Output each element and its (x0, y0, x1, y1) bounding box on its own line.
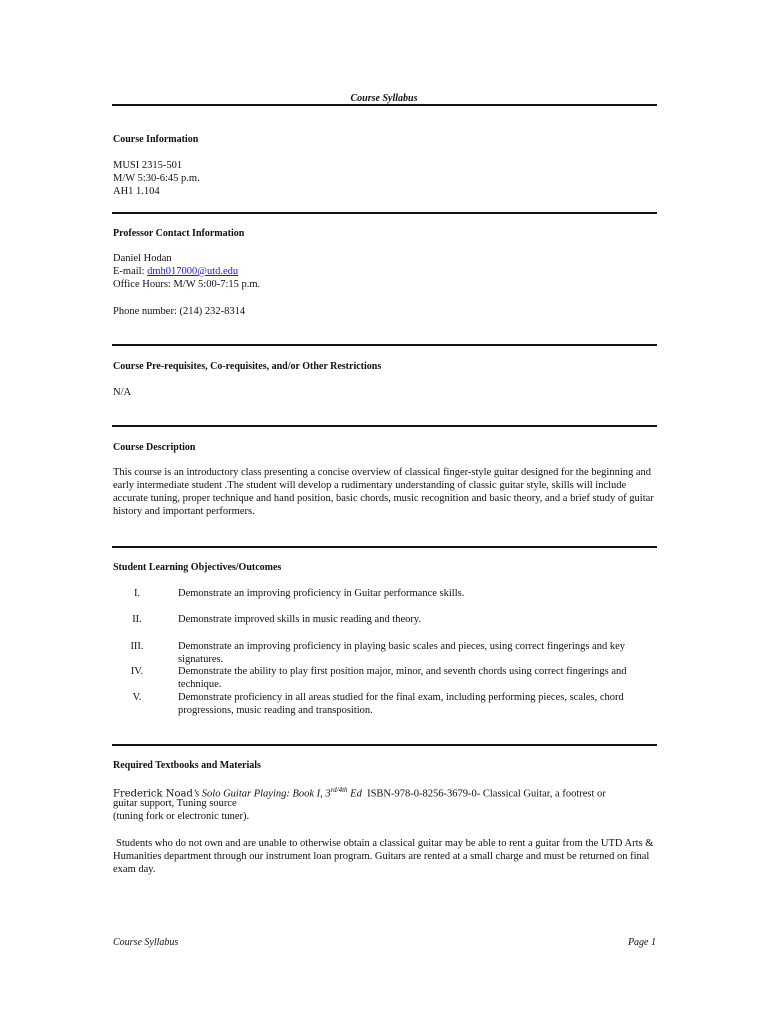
textbook-author: Frederick Noad (113, 788, 193, 800)
footer-title: Course Syllabus (113, 937, 179, 948)
textbook-line-2: guitar support, Tuning source (113, 798, 237, 809)
textbook-edition: Ed (347, 788, 362, 800)
course-number: MUSI 2315-501 (113, 160, 183, 171)
course-time: M/W 5:30-6:45 p.m. (113, 173, 200, 184)
objective-number: II. (132, 614, 142, 625)
objective-number: III. (130, 641, 144, 652)
email-link[interactable]: dmh017000@utd.edu (147, 266, 239, 277)
phone-number: Phone number: (214) 232-8314 (113, 306, 246, 317)
objective-text: Demonstrate the ability to play first position major, minor, and seventh chords using correct fingerings and technique. (178, 666, 627, 690)
course-info-heading: Course Information (113, 134, 199, 145)
course-room: AH1 1.104 (113, 186, 160, 197)
objective-text: Demonstrate proficiency in all areas studied for the final exam, including performing pieces, scales, chord progressions, music reading and transposition. (178, 692, 624, 716)
textbooks-heading: Required Textbooks and Materials (113, 760, 261, 771)
objective-text: Demonstrate an improving proficiency in playing basic scales and pieces, using correct fingerings and key signatures. (178, 641, 625, 665)
professor-name: Daniel Hodan (113, 253, 172, 264)
objective-number: V. (132, 692, 142, 703)
professor-heading: Professor Contact Information (113, 228, 245, 239)
prereq-heading: Course Pre-requisites, Co-requisites, and/or Other Restrictions (113, 361, 382, 372)
divider (112, 212, 657, 214)
textbook-isbn: ISBN-978-0-8256-3679-0- Classical Guitar, a footrest or (367, 788, 606, 800)
objective-text: Demonstrate improved skills in music reading and theory. (178, 614, 422, 625)
page-number: Page 1 (627, 937, 656, 948)
divider (112, 546, 657, 548)
email-label: E-mail: (113, 266, 148, 277)
objective-number: I. (133, 588, 141, 599)
textbook-line-3: (tuning fork or electronic tuner). (113, 811, 250, 822)
description-text: This course is an introductory class presenting a concise overview of classical finger-style guitar designed for the beginning and early intermediate student .The student will develop a rudimentary understanding of classic guitar style, skills will include accurate tuning, proper technique and hand position, basic chords, music recognition and basic theory, and a brief study of guitar history and important performers. (113, 467, 654, 517)
divider (112, 344, 657, 346)
objectives-heading: Student Learning Objectives/Outcomes (113, 562, 282, 573)
objective-text: Demonstrate an improving proficiency in Guitar performance skills. (178, 588, 465, 599)
textbook-edition-sup: rd/4th (330, 786, 348, 794)
objective-number: IV. (130, 666, 144, 677)
divider (112, 744, 657, 746)
textbook-title: ’s Solo Guitar Playing: Book I, 3 (192, 788, 331, 800)
divider (112, 104, 657, 106)
office-hours: Office Hours: M/W 5:00-7:15 p.m. (113, 279, 261, 290)
page-header-title: Course Syllabus (350, 93, 418, 104)
prereq-text: N/A (113, 387, 132, 398)
divider (112, 425, 657, 427)
description-heading: Course Description (113, 442, 196, 453)
guitar-rental-note: Students who do not own and are unable to otherwise obtain a classical guitar may be able to rent a guitar from the UTD Arts & Humanities department through our instrument loan program. Guitars are rented at a small charge and must be returned on final exam day. (113, 838, 654, 875)
professor-email-line (113, 265, 238, 278)
